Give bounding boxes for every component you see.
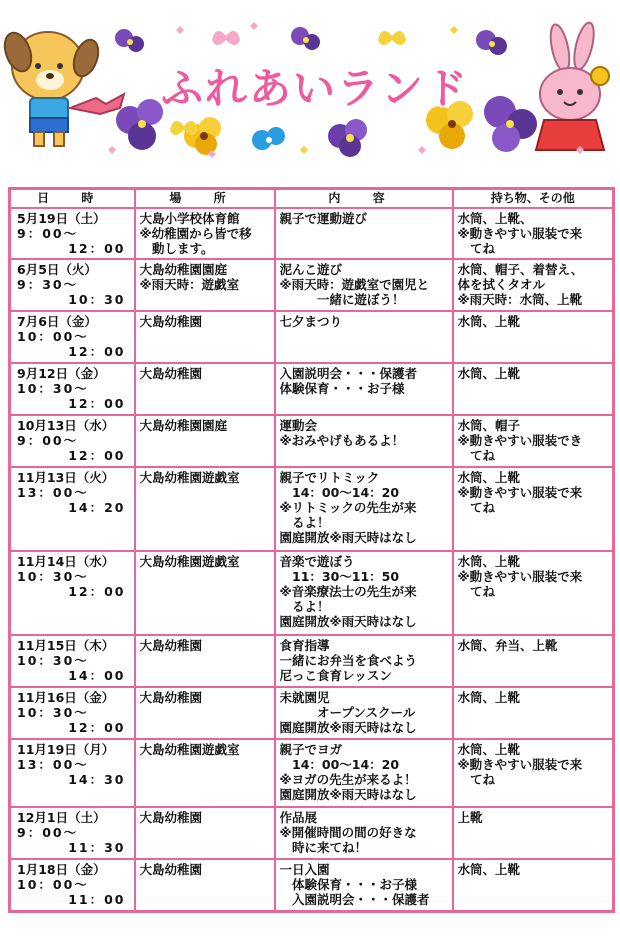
content-line: 作品展 xyxy=(279,810,318,825)
header-items: 持ち物、その他 xyxy=(453,189,614,209)
cell-place xyxy=(135,551,275,635)
date-line: 9月12日（金） xyxy=(17,366,106,381)
content-line: ※ヨガの先生が来るよ！ xyxy=(279,772,417,787)
date-line: 7月6日（金） xyxy=(17,314,97,329)
items-line: てね xyxy=(457,500,496,515)
date-line: 5月19日（土） xyxy=(17,211,106,226)
cell-items xyxy=(453,635,614,687)
date-line: 12：00 xyxy=(68,448,126,463)
date-line: 10：30～ xyxy=(17,381,89,396)
cell-date xyxy=(10,311,135,363)
items-line: 体を拭くタオル xyxy=(457,277,546,292)
cell-place xyxy=(135,259,275,311)
cell-place xyxy=(135,859,275,911)
table-header-row xyxy=(10,189,614,209)
items-line: ※動きやすい服装でき xyxy=(457,433,583,448)
content-line: 親子でリトミック xyxy=(279,470,380,485)
content-line: 音楽で遊ぼう xyxy=(279,554,355,569)
cell-items xyxy=(453,687,614,739)
items-line: 水筒、帽子 xyxy=(457,418,521,433)
content-line: るよ！ xyxy=(279,599,330,614)
items-line: てね xyxy=(457,584,496,599)
cell-date xyxy=(10,807,135,859)
place-line: ※幼稚園から皆で移 xyxy=(139,226,252,241)
date-line: 10：30 xyxy=(68,292,126,307)
table-row xyxy=(10,807,614,859)
date-line: 9：30～ xyxy=(17,277,79,292)
items-line: 水筒、上靴 xyxy=(457,862,521,877)
cell-content xyxy=(275,807,453,859)
content-line: 園庭開放※雨天時はなし xyxy=(279,787,417,802)
schedule-table xyxy=(8,187,615,913)
place-line: 大島幼稚園 xyxy=(139,810,203,825)
items-line: 水筒、上靴 xyxy=(457,690,521,705)
table-row xyxy=(10,415,614,467)
date-line: 14：00 xyxy=(68,668,126,683)
items-line: てね xyxy=(457,448,496,463)
content-line: 時に来てね！ xyxy=(279,840,368,855)
date-line: 14：30 xyxy=(68,772,126,787)
place-line: ※雨天時：遊戯室 xyxy=(139,277,240,292)
cell-items xyxy=(453,551,614,635)
cell-date xyxy=(10,415,135,467)
date-line: 13：00～ xyxy=(17,485,89,500)
items-line: 水筒、上靴、 xyxy=(457,211,533,226)
cell-date xyxy=(10,635,135,687)
content-line: 園庭開放※雨天時はなし xyxy=(279,720,417,735)
cell-content xyxy=(275,687,453,739)
cell-date xyxy=(10,687,135,739)
place-line: 大島幼稚園 xyxy=(139,638,203,653)
content-line: 食育指導 xyxy=(279,638,330,653)
date-line: 9：00～ xyxy=(17,433,79,448)
content-line: 体験保育・・・お子様 xyxy=(279,877,418,892)
date-line: 11月19日（月） xyxy=(17,742,115,757)
items-line: ※動きやすい服装で来 xyxy=(457,226,583,241)
cell-place xyxy=(135,208,275,259)
page-title: ふれあいランド xyxy=(160,64,469,113)
date-line: 11：00 xyxy=(68,892,126,907)
place-line: 大島幼稚園 xyxy=(139,690,203,705)
content-line: 尼っこ食育レッスン xyxy=(279,668,392,683)
cell-items xyxy=(453,807,614,859)
items-line: 水筒、弁当、上靴 xyxy=(457,638,558,653)
cell-items xyxy=(453,859,614,911)
content-line: 14：00～14：20 xyxy=(279,757,400,772)
cell-date xyxy=(10,363,135,415)
content-line: 未就園児 xyxy=(279,690,330,705)
cell-content xyxy=(275,415,453,467)
cell-place xyxy=(135,807,275,859)
cell-content xyxy=(275,363,453,415)
cell-place xyxy=(135,739,275,807)
date-line: 12月1日（土） xyxy=(17,810,106,825)
content-line: 14：00～14：20 xyxy=(279,485,400,500)
content-line: 親子でヨガ xyxy=(279,742,343,757)
date-line: 10：30～ xyxy=(17,653,89,668)
date-line: 1月18日（金） xyxy=(17,862,106,877)
cell-content xyxy=(275,208,453,259)
cell-items xyxy=(453,739,614,807)
cell-date xyxy=(10,259,135,311)
table-row xyxy=(10,363,614,415)
cell-place xyxy=(135,415,275,467)
date-line: 12：00 xyxy=(68,720,126,735)
content-line: 11：30～11：50 xyxy=(279,569,400,584)
date-line: 14：20 xyxy=(68,500,126,515)
cell-place xyxy=(135,635,275,687)
cell-date xyxy=(10,551,135,635)
items-line: ※動きやすい服装で来 xyxy=(457,569,583,584)
items-line: 水筒、上靴 xyxy=(457,470,521,485)
table-row xyxy=(10,859,614,911)
date-line: 11月14日（水） xyxy=(17,554,115,569)
place-line: 大島幼稚園園庭 xyxy=(139,418,228,433)
items-line: ※雨天時：水筒、上靴 xyxy=(457,292,583,307)
items-line: 水筒、帽子、着替え、 xyxy=(457,262,584,277)
cell-content xyxy=(275,739,453,807)
table-row xyxy=(10,739,614,807)
items-line: 水筒、上靴 xyxy=(457,314,521,329)
cell-place xyxy=(135,363,275,415)
content-line: るよ！ xyxy=(279,515,330,530)
content-line: 体験保育・・・お子様 xyxy=(279,381,405,396)
content-line: 七夕まつり xyxy=(279,314,343,329)
cell-items xyxy=(453,415,614,467)
date-line: 11月13日（火） xyxy=(17,470,115,485)
place-line: 大島幼稚園遊戯室 xyxy=(139,554,240,569)
content-line: 一緒にお弁当を食べよう xyxy=(279,653,418,668)
date-line: 10月13日（水） xyxy=(17,418,115,433)
date-line: 10：00～ xyxy=(17,877,89,892)
date-line: 10：30～ xyxy=(17,705,89,720)
content-line: ※リトミックの先生が来 xyxy=(279,500,417,515)
cell-content xyxy=(275,467,453,551)
date-line: 12：00 xyxy=(68,344,126,359)
table-row xyxy=(10,467,614,551)
place-line: 大島幼稚園遊戯室 xyxy=(139,470,240,485)
cell-items xyxy=(453,208,614,259)
place-line: 大島幼稚園 xyxy=(139,862,203,877)
header-banner xyxy=(0,0,620,176)
place-line: 大島幼稚園園庭 xyxy=(139,262,228,277)
rabbit-icon xyxy=(536,21,609,150)
cell-date xyxy=(10,859,135,911)
place-line: 動します。 xyxy=(139,241,214,256)
items-line: 水筒、上靴 xyxy=(457,742,521,757)
header-place: 場 所 xyxy=(135,189,275,209)
date-line: 9：00～ xyxy=(17,226,79,241)
items-line: ※動きやすい服装で来 xyxy=(457,485,583,500)
cell-items xyxy=(453,363,614,415)
date-line: 10：00～ xyxy=(17,329,89,344)
place-line: 大島幼稚園 xyxy=(139,366,203,381)
date-line: 11月16日（金） xyxy=(17,690,115,705)
table-row xyxy=(10,208,614,259)
cell-date xyxy=(10,208,135,259)
header-date: 日 時 xyxy=(10,189,135,209)
content-line: ※雨天時：遊戯室で園児と xyxy=(279,277,430,292)
cell-items xyxy=(453,467,614,551)
table-row xyxy=(10,687,614,739)
items-line: 水筒、上靴 xyxy=(457,554,521,569)
date-line: 10：30～ xyxy=(17,569,89,584)
content-line: 一日入園 xyxy=(279,862,330,877)
content-line: 運動会 xyxy=(279,418,318,433)
content-line: 園庭開放※雨天時はなし xyxy=(279,614,417,629)
date-line: 12：00 xyxy=(68,241,126,256)
table-row xyxy=(10,551,614,635)
table-row xyxy=(10,259,614,311)
table-row xyxy=(10,311,614,363)
cell-date xyxy=(10,467,135,551)
header-content: 内 容 xyxy=(275,189,453,209)
date-line: 11月15日（木） xyxy=(17,638,115,653)
cell-date xyxy=(10,739,135,807)
content-line: 親子で運動遊び xyxy=(279,211,368,226)
items-line: てね xyxy=(457,772,496,787)
content-line: 入園説明会・・・保護者 xyxy=(279,366,418,381)
date-line: 12：00 xyxy=(68,584,126,599)
place-line: 大島幼稚園遊戯室 xyxy=(139,742,240,757)
dog-icon xyxy=(0,29,124,146)
cell-content xyxy=(275,635,453,687)
cell-items xyxy=(453,311,614,363)
items-line: てね xyxy=(457,241,496,256)
cell-content xyxy=(275,311,453,363)
content-line: オープンスクール xyxy=(279,705,416,720)
content-line: ※開催時間の間の好きな xyxy=(279,825,417,840)
date-line: 9：00～ xyxy=(17,825,79,840)
content-line: 泥んこ遊び xyxy=(279,262,343,277)
date-line: 13：00～ xyxy=(17,757,89,772)
items-line: 水筒、上靴 xyxy=(457,366,521,381)
place-line: 大島幼稚園 xyxy=(139,314,203,329)
date-line: 11：30 xyxy=(68,840,126,855)
cell-content xyxy=(275,551,453,635)
table-row xyxy=(10,635,614,687)
content-line: 園庭開放※雨天時はなし xyxy=(279,530,417,545)
cell-place xyxy=(135,687,275,739)
content-line: 入園説明会・・・保護者 xyxy=(279,892,430,907)
date-line: 6月5日（火） xyxy=(17,262,97,277)
items-line: ※動きやすい服装で来 xyxy=(457,757,583,772)
place-line: 大島小学校体育館 xyxy=(139,211,240,226)
content-line: 一緒に遊ぼう！ xyxy=(279,292,405,307)
cell-items xyxy=(453,259,614,311)
content-line: ※音楽療法士の先生が来 xyxy=(279,584,417,599)
cell-place xyxy=(135,467,275,551)
cell-content xyxy=(275,259,453,311)
cell-place xyxy=(135,311,275,363)
cell-content xyxy=(275,859,453,911)
date-line: 12：00 xyxy=(68,396,126,411)
content-line: ※おみやげもあるよ！ xyxy=(279,433,405,448)
items-line: 上靴 xyxy=(457,810,483,825)
